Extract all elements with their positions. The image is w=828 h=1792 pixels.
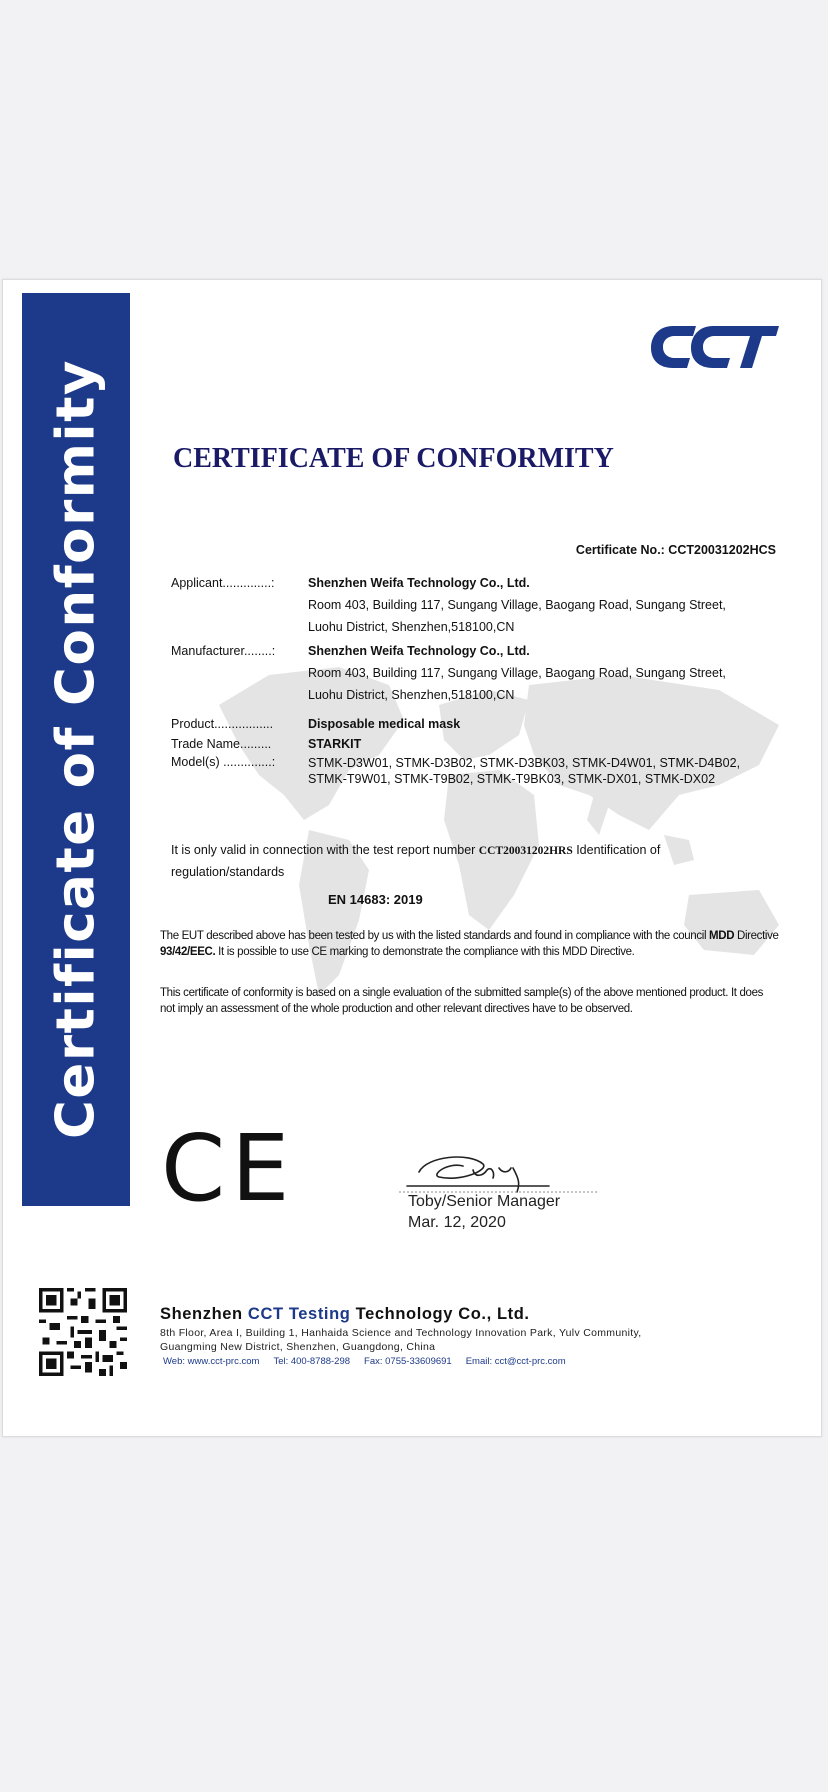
issuer-name-accent: CCT Testing: [247, 1305, 351, 1323]
world-map-watermark: [199, 645, 819, 1025]
product-label: Product.................: [171, 717, 274, 731]
issue-date: Mar. 12, 2020: [408, 1214, 506, 1231]
issuer-name: [160, 1305, 530, 1324]
models-label: Model(s) ..............:: [171, 755, 276, 769]
manufacturer-address-line1: Room 403, Building 117, Sungang Village, Baogang Road, Sungang Street,: [308, 666, 726, 680]
product-value: Disposable medical mask: [308, 717, 461, 731]
issuer-address-line1: 8th Floor, Area I, Building 1, Hanhaida Science and Technology Innovation Park, Yulv Community,: [160, 1327, 642, 1339]
side-banner-text: Certificate of Conformity: [45, 359, 107, 1139]
cct-logo: [651, 322, 779, 372]
validity-text-before: It is only valid in connection with the test report number: [171, 843, 479, 857]
applicant-name: Shenzhen Weifa Technology Co., Ltd.: [308, 576, 530, 590]
validity-text-after: Identification of regulation/standards: [171, 843, 661, 879]
standard: EN 14683: 2019: [328, 892, 423, 907]
signatory: Toby/Senior Manager: [408, 1193, 561, 1210]
test-report-number: CCT20031202HRS: [478, 845, 573, 857]
compliance-part2: Directive: [734, 930, 779, 942]
manufacturer-label: Manufacturer........:: [171, 644, 276, 658]
qr-code: [39, 1288, 127, 1376]
applicant-address-line1: Room 403, Building 117, Sungang Village, Baogang Road, Sungang Street,: [308, 598, 726, 612]
issuer-address-line2: Guangming New District, Shenzhen, Guangdong, China: [160, 1341, 436, 1353]
issuer-tel: Tel: 400-8788-298: [273, 1356, 351, 1367]
issuer-web: Web: www.cct-prc.com: [163, 1356, 260, 1367]
scope-note: This certificate of conformity is based on a single evaluation of the submitted sample(s) of the above mentioned product. It does not imply an assessment of the whole production and other relevant directives have to be observed.: [160, 987, 764, 1015]
applicant-address-line2: Luohu District, Shenzhen,518100,CN: [308, 620, 515, 634]
validity-statement: [171, 840, 731, 883]
ce-mark: CE: [161, 1115, 296, 1222]
compliance-part3: It is possible to use CE marking to demonstrate the compliance with this MDD Directive.: [215, 946, 635, 958]
compliance-bold2: 93/42/EEC.: [160, 946, 216, 958]
models-value: STMK-D3W01, STMK-D3B02, STMK-D3BK03, STMK-D4W01, STMK-D4B02, STMK-T9W01, STMK-T9B02, STMK-T9BK03, STMK-DX01, STMK-DX02: [308, 756, 741, 786]
compliance-statement: [160, 928, 780, 960]
certificate-title: CERTIFICATE OF CONFORMITY: [173, 443, 614, 474]
trade-name-value: STARKIT: [308, 737, 362, 751]
certificate-number: Certificate No.: CCT20031202HCS: [575, 543, 776, 557]
issuer-name-suffix: Technology Co., Ltd.: [350, 1305, 530, 1323]
issuer-email: Email: cct@cct-prc.com: [465, 1356, 566, 1367]
issuer-name-prefix: Shenzhen: [160, 1305, 248, 1323]
issuer-contact: [163, 1356, 580, 1367]
manufacturer-address-line2: Luohu District, Shenzhen,518100,CN: [308, 688, 515, 702]
compliance-part1: The EUT described above has been tested by us with the listed standards and found in compliance with the council: [160, 930, 710, 942]
side-banner: [22, 293, 130, 1206]
trade-name-label: Trade Name.........: [171, 737, 272, 751]
certificate-page: [2, 279, 822, 1437]
issuer-fax: Fax: 0755-33609691: [364, 1356, 452, 1367]
manufacturer-name: Shenzhen Weifa Technology Co., Ltd.: [308, 644, 530, 658]
compliance-bold1: MDD: [709, 930, 735, 942]
applicant-label: Applicant..............:: [171, 576, 275, 590]
